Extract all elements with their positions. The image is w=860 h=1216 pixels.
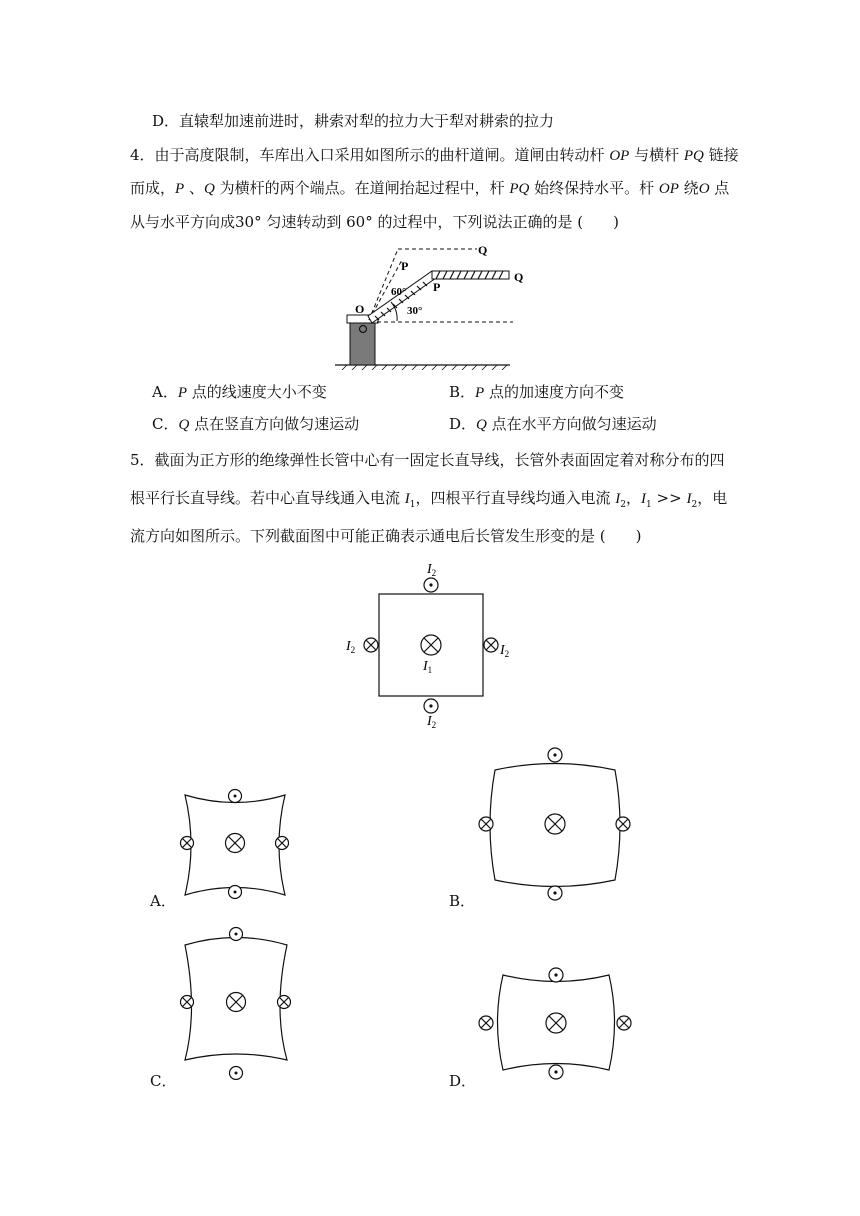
fig-angle-60: 60°: [391, 286, 407, 298]
fig-label-o: O: [355, 302, 365, 316]
fig-angle-30: 30°: [407, 305, 423, 317]
q5-option-b-label[interactable]: B．: [449, 892, 476, 910]
q4-option-c[interactable]: C．Q 点在竖直方向做匀速运动: [152, 415, 360, 433]
q5-option-a-figure[interactable]: [170, 780, 300, 910]
fig-label-i2-bottom: $I_2$: [427, 714, 437, 730]
fig-label-p-dashed: P: [401, 259, 409, 273]
q5-option-b-figure[interactable]: [475, 745, 635, 905]
q4-option-b[interactable]: B．P 点的加速度方向不变: [449, 383, 624, 401]
q4-option-a[interactable]: A．P 点的线速度大小不变: [152, 383, 327, 401]
fig-label-p: P: [433, 280, 441, 294]
q4-line-1: 4．由于高度限制，车库出入口采用如图所示的曲杆道闸。道闸由转动杆 OP 与横杆 PQ 链接: [130, 146, 739, 164]
q5-line-1: 5．截面为正方形的绝缘弹性长管中心有一固定长直导线，长管外表面固定着对称分布的四: [130, 451, 725, 469]
fig-label-q-dashed: Q: [478, 243, 488, 257]
q4-line-2: 而成，P 、Q 为横杆的两个端点。在道闸抬起过程中，杆 PQ 始终保持水平。杆 OP 绕O 点: [130, 179, 730, 197]
q5-line-3: 流方向如图所示。下列截面图中可能正确表示通电后长管发生形变的是 ( ): [130, 527, 642, 545]
q5-option-a-label[interactable]: A．: [150, 892, 176, 910]
q3-option-d: D．直辕犁加速前进时，耕索对犁的拉力大于犁对耕索的拉力: [152, 112, 555, 130]
q5-option-d-figure[interactable]: [475, 960, 635, 1090]
fig-label-q: Q: [514, 270, 524, 284]
q5-line-2: 根平行长直导线。若中心直导线通入电流 $I_1$，四根平行直导线均通入电流 $I_2$，$I_1 >> I_2$，电: [130, 489, 728, 510]
fig-label-i2-right: $I_2$: [500, 643, 510, 659]
q5-option-c-figure[interactable]: [168, 920, 308, 1080]
q5-option-d-label[interactable]: D．: [449, 1072, 477, 1090]
q4-gate-figure: [335, 240, 535, 370]
q4-line-3: 从与水平方向成30° 匀速转动到 60° 的过程中，下列说法正确的是 ( ): [130, 213, 619, 231]
q5-option-c-label[interactable]: C．: [150, 1072, 177, 1090]
fig-label-i1: $I_1$: [423, 659, 433, 675]
q4-option-d[interactable]: D．Q 点在水平方向做匀速运动: [449, 415, 657, 433]
fig-label-i2-left: $I_2$: [346, 639, 356, 655]
q5-main-figure: [335, 560, 535, 735]
fig-label-i2-top: $I_2$: [427, 562, 437, 578]
